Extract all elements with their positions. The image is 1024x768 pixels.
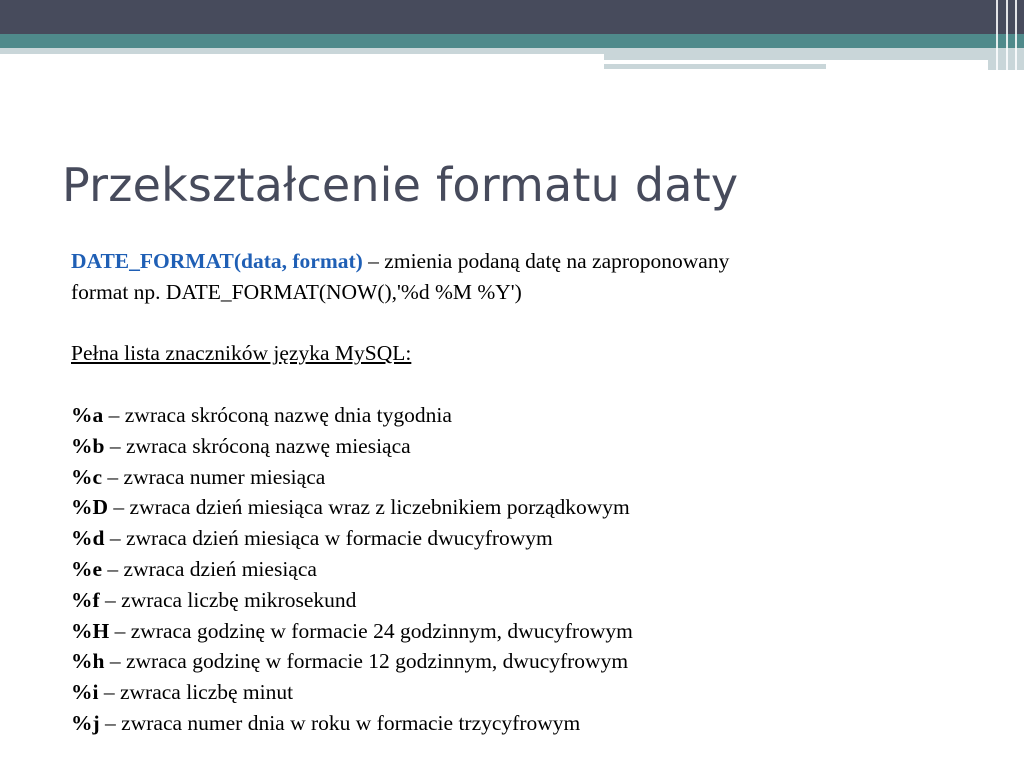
list-item	[71, 708, 1001, 739]
specifier-desc: – zwraca skróconą nazwę dnia tygodnia	[103, 402, 452, 427]
intro-paragraph	[71, 246, 1001, 277]
list-item	[71, 585, 1001, 616]
specifier-desc: – zwraca numer miesiąca	[102, 464, 326, 489]
specifier-desc: – zwraca liczbę mikrosekund	[99, 587, 357, 612]
list-item	[71, 523, 1001, 554]
specifier-code: %c	[71, 464, 103, 489]
header-band-dark	[0, 0, 1024, 34]
specifier-code: %d	[71, 526, 105, 551]
list-item	[71, 492, 1001, 523]
specifier-code: %h	[71, 649, 105, 674]
intro-description: – zmienia podaną datę na zaproponowany	[362, 249, 730, 273]
header-band-teal	[0, 34, 1024, 48]
function-signature: DATE_FORMAT(data, format)	[71, 249, 363, 273]
specifier-code: %H	[71, 618, 110, 643]
specifier-desc: – zwraca dzień miesiąca	[102, 556, 317, 581]
list-item	[71, 554, 1001, 585]
header-divider-line	[996, 0, 998, 70]
specifier-code: %j	[71, 710, 100, 735]
slide-body	[71, 246, 1001, 739]
specifier-desc: – zwraca godzinę w formacie 24 godzinnym, dwucyfrowym	[109, 618, 633, 643]
specifier-desc: – zwraca skróconą nazwę miesiąca	[104, 433, 411, 458]
list-item	[71, 677, 1001, 708]
list-item	[71, 431, 1001, 462]
specifier-code: %e	[71, 556, 103, 581]
list-item	[71, 462, 1001, 493]
specifier-desc: – zwraca dzień miesiąca w formacie dwucyfrowym	[104, 526, 553, 551]
header-band-step	[604, 64, 826, 69]
specifier-code: %i	[71, 680, 99, 705]
specifier-desc: – zwraca dzień miesiąca wraz z liczebnikiem porządkowym	[108, 495, 630, 520]
list-heading: Pełna lista znaczników języka MySQL:	[71, 341, 412, 366]
slide-title: Przekształcenie formatu daty	[62, 158, 739, 212]
list-item	[71, 646, 1001, 677]
specifier-code: %a	[71, 402, 104, 427]
spacer	[71, 369, 1001, 400]
list-item	[71, 616, 1001, 647]
specifier-desc: – zwraca numer dnia w roku w formacie trzycyfrowym	[99, 710, 581, 735]
specifier-code: %b	[71, 433, 105, 458]
header-divider-line	[1006, 0, 1008, 70]
list-item	[71, 400, 1001, 431]
header-divider-line	[1015, 0, 1017, 70]
specifier-code: %f	[71, 587, 100, 612]
specifier-code: %D	[71, 495, 109, 520]
intro-example: format np. DATE_FORMAT(NOW(),'%d %M %Y')	[71, 279, 522, 304]
specifier-desc: – zwraca godzinę w formacie 12 godzinnym, dwucyfrowym	[104, 649, 629, 674]
spacer	[71, 308, 1001, 339]
specifier-desc: – zwraca liczbę minut	[98, 680, 294, 705]
